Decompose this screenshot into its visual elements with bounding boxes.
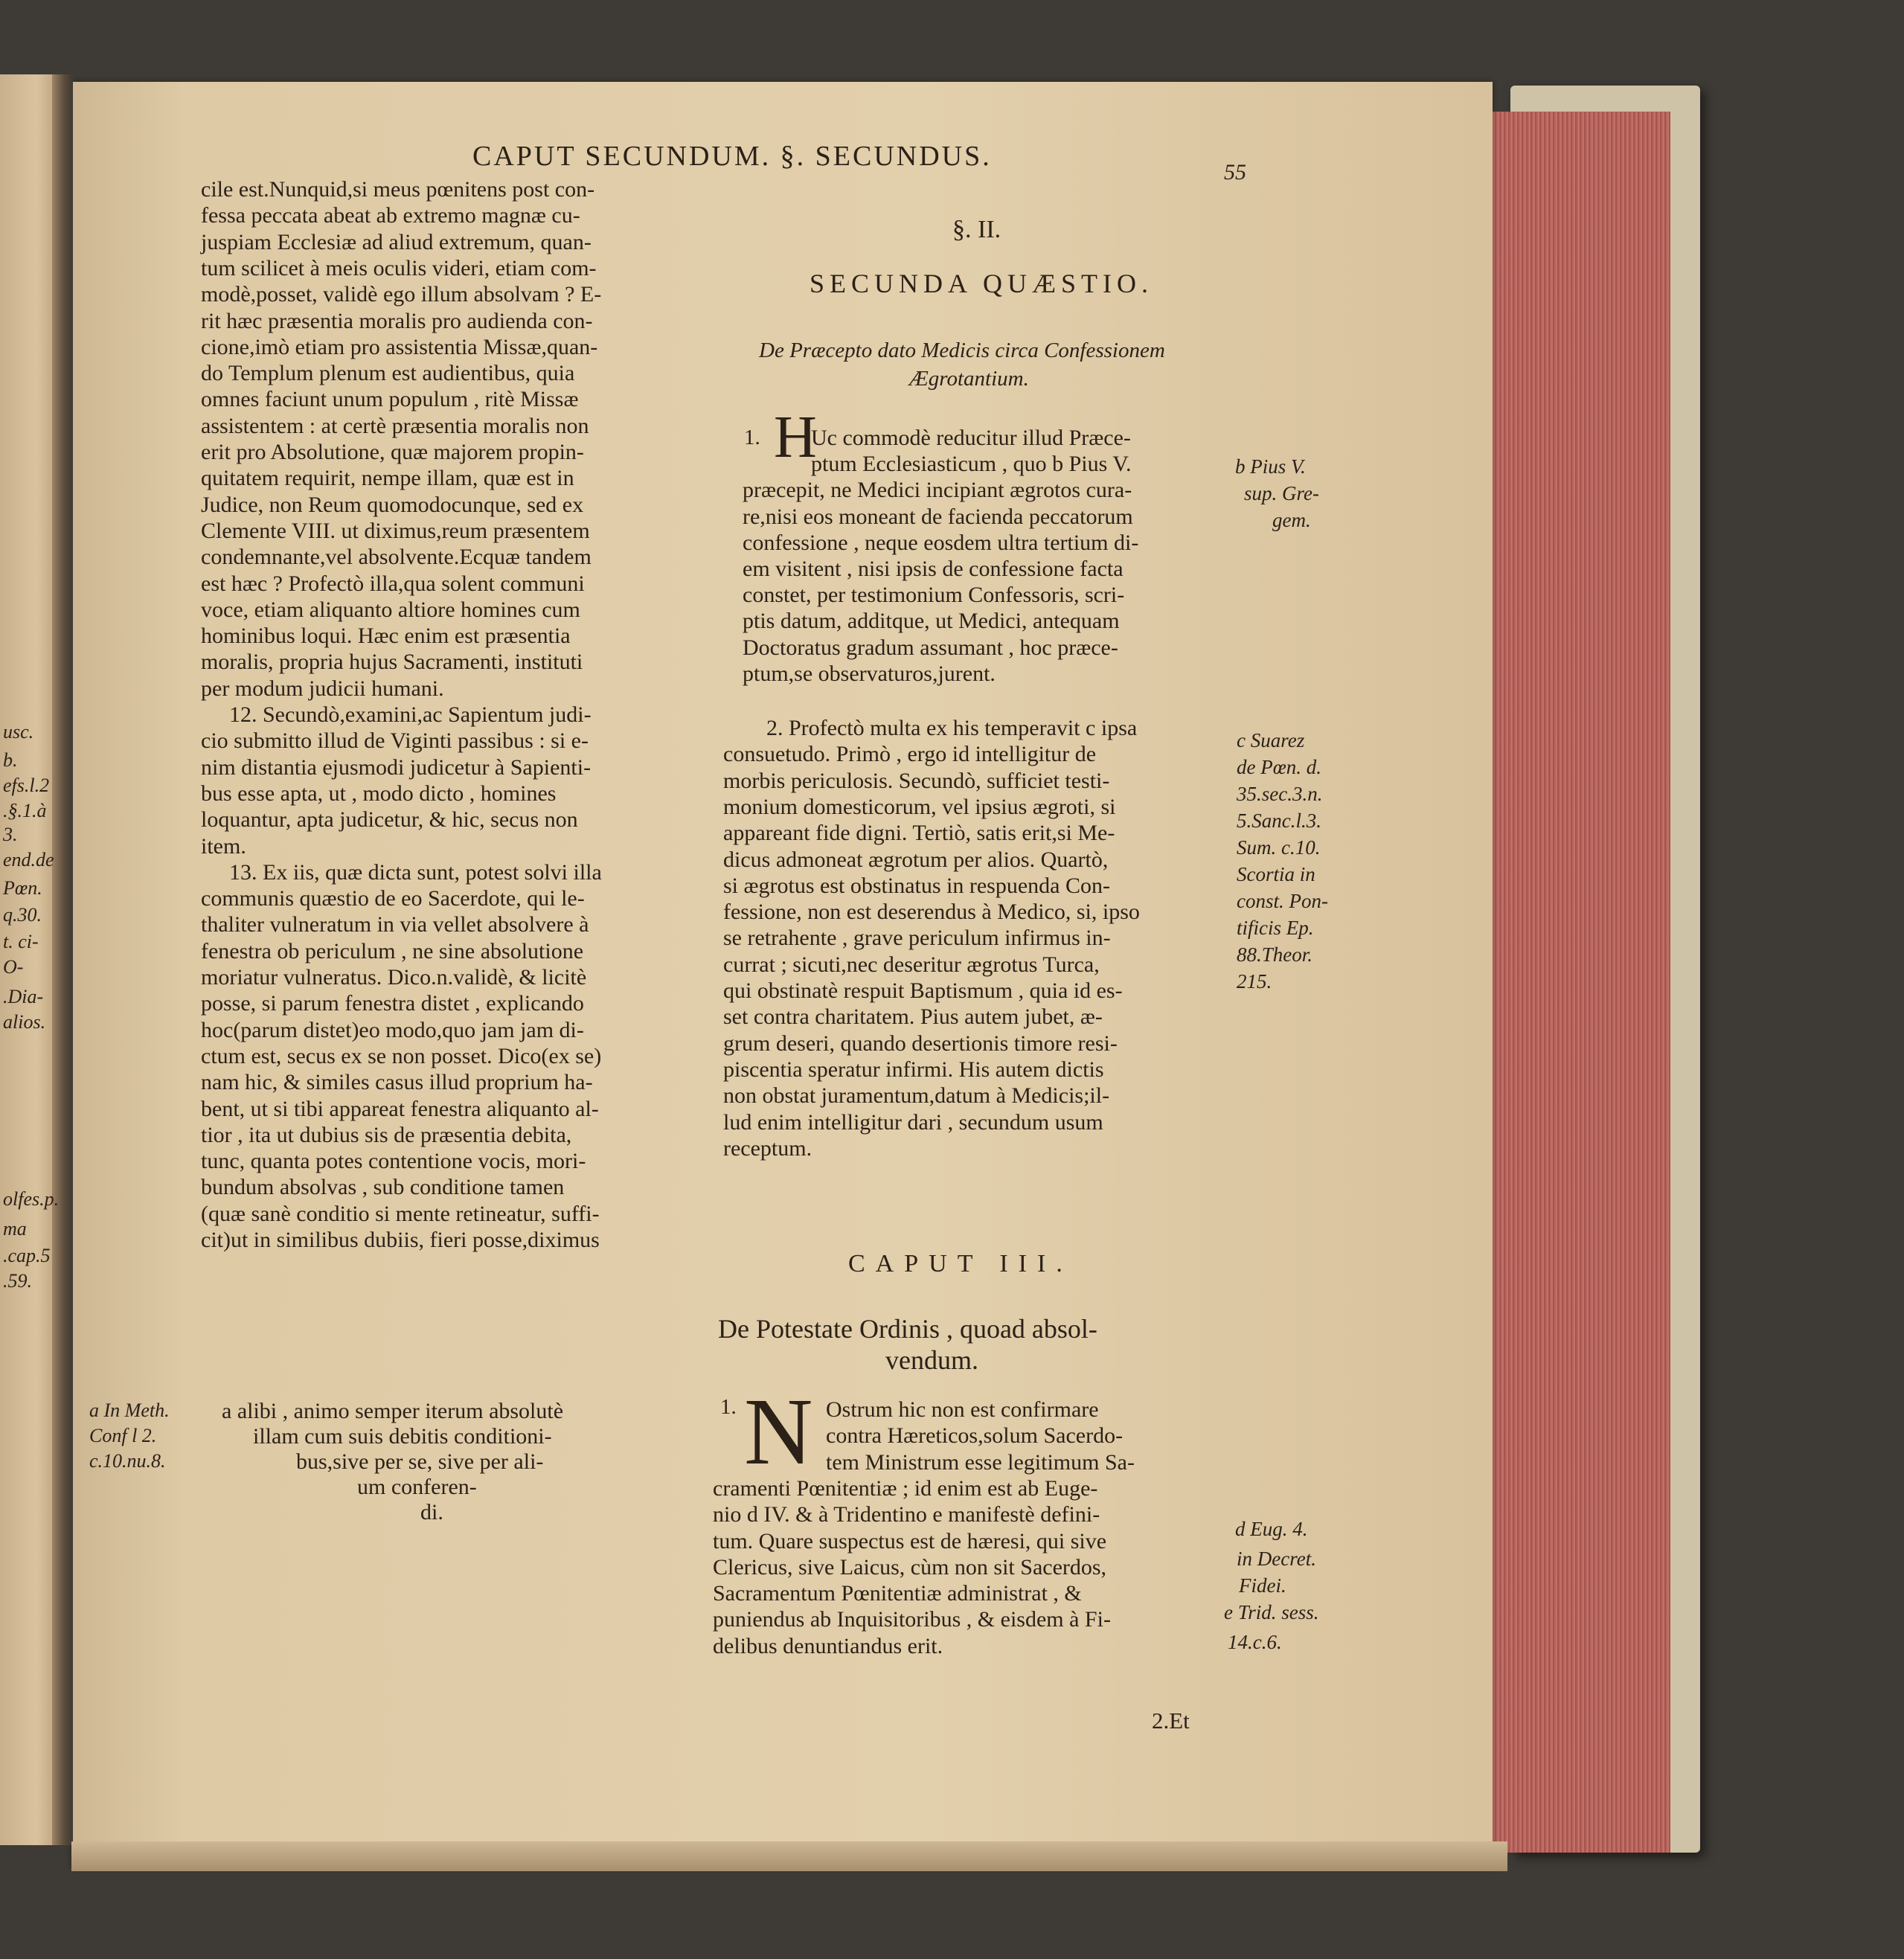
margin-note-line: q.30. — [3, 904, 42, 926]
margin-note-line: Scortia in — [1237, 863, 1315, 885]
text-line: Ostrum hic non est confirmare — [826, 1397, 1099, 1422]
margin-note-line: Sum. c.10. — [1237, 836, 1321, 859]
margin-note-line: 14.c.6. — [1228, 1631, 1282, 1653]
margin-note-line: 88.Theor. — [1237, 943, 1313, 966]
text-line: modè,posset, validè ego illum absolvam ? E- — [201, 282, 602, 307]
margin-note-line: olfes.p. — [3, 1188, 60, 1210]
margin-note-line: .§.1.à — [3, 800, 47, 821]
text-line: se retrahente , grave periculum infirmus in- — [723, 926, 1111, 951]
margin-note-line: c.10.nu.8. — [89, 1450, 166, 1472]
text-line: bus,sive per se, sive per ali- — [296, 1449, 544, 1474]
section-title: SECUNDA QUÆSTIO. — [810, 269, 1154, 298]
text-line: tum. Quare suspectus est de hæresi, qui sive — [713, 1528, 1107, 1554]
paragraph-3-number: 1. — [720, 1395, 737, 1419]
text-line: quitatem requirit, nempe illam, quæ est in — [201, 466, 574, 491]
text-line: ptum,se observaturos,jurent. — [743, 661, 996, 686]
text-line: si ægrotus est obstinatus in respuenda Con- — [723, 873, 1110, 898]
text-line: posse, si parum fenestra distet , explicando — [201, 991, 584, 1016]
text-line: item. — [201, 833, 246, 859]
margin-note-line: const. Pon- — [1237, 890, 1328, 912]
text-line: a alibi , animo semper iterum absolutè — [222, 1399, 564, 1423]
text-line: Clemente VIII. ut diximus,reum præsentem — [201, 518, 590, 543]
text-line: Doctoratus gradum assumant , hoc præce- — [743, 635, 1118, 660]
text-line: receptum. — [723, 1135, 812, 1161]
margin-note-line: sup. Gre- — [1244, 482, 1319, 504]
text-line: nam hic, & similes casus illud proprium ha- — [201, 1070, 593, 1095]
margin-note-line: 215. — [1237, 970, 1272, 993]
text-line: illam cum suis debitis conditioni- — [253, 1424, 552, 1449]
text-line: consuetudo. Primò , ergo id intelligitur de — [723, 742, 1097, 767]
margin-note-line: gem. — [1272, 509, 1311, 531]
margin-note-line: ma — [3, 1218, 27, 1240]
margin-note-line: c Suarez — [1237, 729, 1305, 751]
text-line: piscentia speratur infirmi. His autem dictis — [723, 1057, 1104, 1082]
text-line: hominibus loqui. Hæc enim est præsentia — [201, 623, 571, 649]
chapter-heading: CAPUT III. — [848, 1250, 1073, 1277]
margin-note-line: .cap.5 — [3, 1245, 51, 1266]
margin-note-line: alios. — [3, 1011, 46, 1033]
text-line: per modum judicii humani. — [201, 676, 444, 701]
text-line: nio d IV. & à Tridentino e manifestè defini- — [713, 1502, 1100, 1527]
text-line: ptis datum, additque, ut Medici, antequam — [743, 609, 1120, 634]
text-line: qui obstinatè respuit Baptismum , quia id es- — [723, 978, 1123, 1003]
margin-note-line: e Trid. sess. — [1224, 1601, 1319, 1623]
text-line: hoc(parum distet)eo modo,quo jam jam di- — [201, 1017, 584, 1042]
text-line: fessione, non est deserendus à Medico, si, ipso — [723, 900, 1140, 925]
text-line: moralis, propria hujus Sacramenti, instituti — [201, 650, 583, 675]
page-block-edge — [1488, 112, 1670, 1853]
text-line: Clericus, sive Laicus, cùm non sit Sacerdos, — [713, 1554, 1107, 1580]
running-title: CAPUT SECUNDUM. §. SECUNDUS. — [472, 141, 992, 172]
text-line: confessione , neque eosdem ultra tertium di- — [743, 530, 1139, 555]
text-line: Uc commodè reducitur illud Præce- — [811, 426, 1131, 450]
subtitle-line: Ægrotantium. — [909, 367, 1029, 391]
text-line: rit hæc præsentia moralis pro audienda con- — [201, 308, 593, 333]
text-line: est hæc ? Profectò illa,qua solent communi — [201, 571, 585, 596]
text-line: di. — [420, 1500, 443, 1524]
text-line: bundum absolvas , sub conditione tamen — [201, 1175, 565, 1200]
text-line: præcepit, ne Medici incipiant ægrotos cura- — [743, 478, 1132, 503]
text-line: non obstat juramentum,datum à Medicis;il- — [723, 1083, 1110, 1109]
text-line: currat ; sicuti,nec deseritur ægrotus Turca, — [723, 952, 1100, 977]
text-line: do Templum plenum est audientibus, quia — [201, 361, 575, 386]
text-line: lud enim intelligitur dari , secundum usum — [723, 1109, 1103, 1135]
text-line: communis quæstio de eo Sacerdote, qui le- — [201, 886, 585, 911]
catchword: 2.Et — [1152, 1708, 1190, 1734]
text-line: puniendus ab Inquisitoribus , & eisdem à Fi- — [713, 1607, 1111, 1632]
margin-note-line: tificis Ep. — [1237, 917, 1314, 939]
text-line: fenestra ob periculum , ne sine absolutione — [201, 938, 584, 964]
margin-note-line: b. — [3, 749, 18, 771]
spine-gutter — [52, 74, 73, 1845]
margin-note-line: in Decret. — [1237, 1548, 1316, 1570]
margin-note-line: 35.sec.3.n. — [1237, 783, 1323, 805]
text-line: re,nisi eos moneant de facienda peccatorum — [743, 504, 1133, 529]
text-line: em visitent , nisi ipsis de confessione facta — [743, 557, 1124, 581]
text-line: ptum Ecclesiasticum , quo b Pius V. — [811, 452, 1132, 477]
text-line: tem Ministrum esse legitimum Sa- — [826, 1449, 1135, 1475]
text-line: grum deseri, quando desertionis timore resi- — [723, 1030, 1118, 1056]
margin-note-line: d Eug. 4. — [1235, 1518, 1308, 1540]
text-line: erit pro Absolutione, quæ majorem propin- — [201, 440, 584, 464]
drop-cap-h: H — [774, 405, 817, 470]
text-line: cit)ut in similibus dubiis, fieri posse,diximus — [201, 1228, 600, 1252]
margin-note-line: .Dia- — [3, 986, 44, 1007]
subtitle-line: De Præcepto dato Medicis circa Confessionem — [759, 339, 1165, 362]
margin-note-line: a In Meth. — [89, 1399, 170, 1421]
text-line: tunc, quanta potes contentione vocis, mori- — [201, 1149, 586, 1174]
text-line: morbis periculosis. Secundò, sufficiet testi- — [723, 768, 1110, 793]
text-line: Sacramentum Pœnitentiæ administrat , & — [713, 1581, 1082, 1606]
text-line: delibus denuntiandus erit. — [713, 1633, 943, 1658]
margin-note-line: usc. — [3, 721, 34, 743]
paragraph-1-number: 1. — [744, 426, 760, 449]
drop-cap-n: N — [744, 1379, 813, 1484]
text-line: set contra charitatem. Pius autem jubet, æ- — [723, 1004, 1103, 1030]
margin-note-line: t. ci- — [3, 931, 39, 952]
text-line: tior , ita ut dubius sis de præsentia debita, — [201, 1122, 572, 1147]
text-line: Judice, non Reum quomodocunque, sed ex — [201, 492, 584, 517]
margin-note-line: efs.l.2 — [3, 775, 50, 796]
text-line: um conferen- — [357, 1475, 477, 1499]
text-line: loquantur, apta judicetur, & hic, secus non — [201, 807, 578, 833]
margin-note-line: de Pœn. d. — [1237, 756, 1321, 778]
text-line: cile est.Nunquid,si meus pœnitens post con- — [201, 177, 595, 202]
chapter-title-line: De Potestate Ordinis , quoad absol- — [718, 1314, 1097, 1344]
text-line: voce, etiam aliquanto altiore homines cum — [201, 597, 580, 622]
text-line: 13. Ex iis, quæ dicta sunt, potest solvi illa — [229, 859, 602, 885]
text-line: cramenti Pœnitentiæ ; id enim est ab Euge- — [713, 1475, 1098, 1501]
text-line: ctum est, secus ex se non posset. Dico(ex se) — [201, 1043, 602, 1068]
text-line: 2. Profectò multa ex his temperavit c ipsa — [766, 716, 1138, 740]
chapter-title-line: vendum. — [885, 1345, 978, 1375]
margin-note-line: 5.Sanc.l.3. — [1237, 809, 1321, 832]
text-line: 12. Secundò,examini,ac Sapientum judi- — [229, 702, 592, 727]
text-line: dicus admoneat ægrotum per alios. Quartò, — [723, 847, 1109, 872]
text-line: assistentem : at certè præsentia moralis non — [201, 413, 589, 438]
text-line: omnes faciunt unum populum , ritè Missæ — [201, 387, 579, 412]
text-line: bent, ut si tibi appareat fenestra aliquanto al- — [201, 1096, 599, 1121]
text-line: (quæ sanè conditio si mente retineatur, suffi- — [201, 1201, 600, 1226]
text-line: nim distantia ejusmodi judicetur à Sapienti- — [201, 754, 592, 780]
text-line: contra Hæreticos,solum Sacerdo- — [826, 1423, 1124, 1449]
margin-note-line: O- — [3, 956, 24, 978]
text-line: monium domesticorum, vel ipsius ægroti, si — [723, 794, 1116, 819]
margin-note-line: Fidei. — [1239, 1574, 1286, 1597]
text-line: moriatur vulneratus. Dico.n.validè, & licitè — [201, 965, 587, 990]
margin-note-line: end.de — [3, 849, 54, 871]
text-line: appareant fide digni. Tertiò, satis erit,si Me- — [723, 821, 1115, 846]
margin-note-line: 3. — [3, 824, 18, 845]
page-bottom-edge — [71, 1841, 1507, 1871]
text-line: tum scilicet à meis oculis videri, etiam com- — [201, 255, 597, 280]
margin-note-line: .59. — [3, 1270, 32, 1292]
section-mark: §. II. — [952, 216, 1001, 243]
text-line: bus esse apta, ut , modo dicto , homines — [201, 780, 557, 806]
text-line: condemnante,vel absolvente.Ecquæ tandem — [201, 545, 592, 570]
margin-note-line: Pœn. — [3, 877, 42, 899]
margin-note-line: b Pius V. — [1235, 455, 1306, 478]
page-number: 55 — [1224, 160, 1246, 185]
text-line: cione,imò etiam pro assistentia Missæ,quan- — [201, 334, 598, 359]
text-line: fessa peccata abeat ab extremo magnæ cu- — [201, 203, 580, 228]
text-line: cio submitto illud de Viginti passibus : si e- — [201, 728, 589, 754]
margin-note-line: Conf l 2. — [89, 1425, 157, 1446]
text-line: thaliter vulneratum in via vellet absolvere à — [201, 912, 589, 937]
text-line: juspiam Ecclesiæ ad aliud extremum, quan- — [201, 229, 592, 254]
text-line: constet, per testimonium Confessoris, scri- — [743, 583, 1125, 608]
